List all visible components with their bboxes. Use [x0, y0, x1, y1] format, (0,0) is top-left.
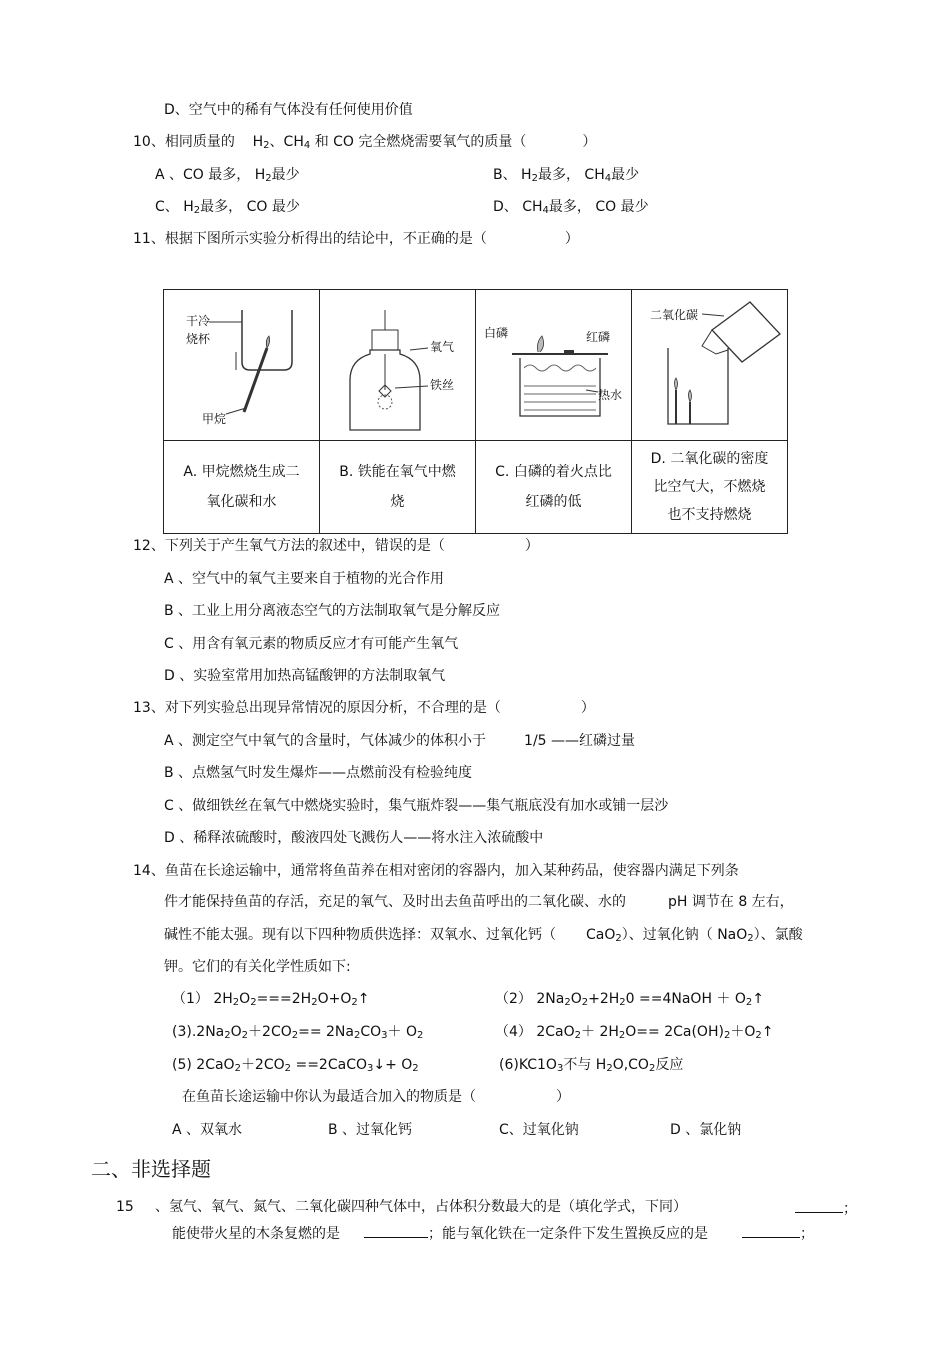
q13-paren-end: ） — [580, 700, 595, 716]
q15-semi-1: ； — [843, 1201, 857, 1217]
label-carbon-dioxide: 二氧化碳 — [650, 308, 699, 322]
reaction-1: （1） $2H_2O_2===2H_2O+O_2↑$ — [172, 991, 370, 1008]
figure-d-panel — [632, 290, 788, 441]
q11-stem — [133, 230, 579, 248]
label-red-phosphorus: 红磷 — [586, 330, 611, 344]
q15-blank-3[interactable] — [742, 1223, 800, 1238]
q14-option-a: A 、双氧水 — [172, 1122, 243, 1138]
q14-paren-end: ） — [556, 1089, 570, 1105]
label-iron-wire: 铁丝 — [430, 378, 455, 392]
q10-a-sub: 2 — [265, 173, 272, 184]
reaction-4: （4） $2CaO_2+ 2H_2O==$ $2Ca(OH)_2+O_2↑$ — [495, 1024, 774, 1041]
caption-d-line3: 也不支持燃烧 — [667, 507, 752, 523]
q10-d-end: 最多， CO 最少 — [548, 199, 649, 215]
label-dry-cold: 干冷 — [186, 314, 211, 328]
q14-ask-text: 在鱼苗长途运输中你认为最适合加入的物质是（ — [182, 1089, 476, 1105]
q12-stem — [133, 537, 539, 555]
q10-h2: H — [252, 134, 264, 150]
q14-line3-b: CaO — [586, 927, 616, 943]
q10-c-end: 最多， CO 最少 — [200, 199, 300, 215]
q15-line2 — [172, 1223, 814, 1243]
figure-c-panel — [476, 290, 632, 441]
q13-option-c: C 、做细铁丝在氧气中燃烧实验时，集气瓶炸裂——集气瓶底没有加水或铺一层沙 — [164, 798, 669, 814]
q9-option-d: D、空气中的稀有气体没有任何使用价值 — [164, 102, 413, 118]
q15-blank-1[interactable] — [795, 1198, 857, 1218]
reaction-6: $(6)KC1O_3$不与 $H_2O,CO_2$反应 — [499, 1057, 684, 1074]
q10-b-mid: 最多， CH — [537, 167, 605, 183]
figure-b-panel — [320, 290, 476, 441]
q14-line1: 14、鱼苗在长途运输中，通常将鱼苗养在相对密闭的容器内，加入某种药品，使容器内满足下列条 — [133, 863, 739, 879]
q14-line3-f: ）、氯酸 — [753, 927, 803, 943]
q11-paren-end: ） — [564, 231, 579, 247]
q14-line3 — [164, 926, 803, 948]
caption-a-line1: A. 甲烷燃烧生成二 — [183, 464, 300, 480]
q10-c-sub: 2 — [193, 205, 201, 216]
q12-option-d: D 、实验室常用加热高锰酸钾的方法制取氧气 — [164, 668, 446, 684]
q10-c-text: C、 H — [155, 199, 194, 215]
q12-paren-end: ） — [524, 538, 539, 554]
caption-a-line2: 氧化碳和水 — [206, 494, 277, 510]
q13-option-b: B 、点燃氢气时发生爆炸——点燃前没有检验纯度 — [164, 765, 473, 781]
reaction-2: （2） $2Na_2O_2+2H_20$ ==4NaOH ＋ $O_2↑$ — [495, 991, 765, 1008]
q11-figure-table — [163, 289, 788, 534]
q13-a-end: 1/5 ——红磷过量 — [524, 733, 636, 749]
q10-d-sub: 4 — [542, 205, 549, 216]
q14-line3-d: ）、过氧化钠（ NaO — [621, 927, 748, 943]
q10-option-a — [155, 166, 300, 188]
q15-line2-b: ；能与氧化铁在一定条件下发生置换反应的是 — [428, 1226, 708, 1242]
q12-stem-text: 12、下列关于产生氧气方法的叙述中，错误的是（ — [133, 538, 445, 554]
q15-line2-a: 能使带火星的木条复燃的是 — [172, 1226, 340, 1242]
q14-line2 — [164, 893, 794, 911]
q10-a-end: 最少 — [271, 167, 300, 183]
q10-option-c — [155, 198, 300, 220]
caption-d-line1: D. 二氧化碳的密度 — [650, 451, 769, 467]
caption-b-line1: B. 铁能在氧气中燃 — [339, 464, 456, 480]
q15-number: 15 — [116, 1199, 134, 1215]
q13-stem-text: 13、对下列实验总出现异常情况的原因分析，不合理的是（ — [133, 700, 501, 716]
q15-line1-text: 、氢气、氧气、氮气、二氧化碳四种气体中，占体积分数最大的是（填化学式，下同） — [155, 1199, 687, 1215]
q15-line1 — [155, 1198, 687, 1216]
q10-b-text: B、 H — [493, 167, 532, 183]
q10-b-sub: 2 — [531, 173, 538, 184]
q10-ch4-sub: 4 — [303, 140, 311, 151]
caption-d-line2: 比空气大，不燃烧 — [653, 479, 766, 495]
q15-blank-2[interactable] — [364, 1223, 428, 1238]
q10-a-text: A 、CO 最多， H — [155, 167, 266, 183]
q13-stem — [133, 699, 595, 717]
label-oxygen: 氧气 — [430, 340, 455, 354]
q10-sep1: 、CH — [269, 134, 304, 150]
q10-stem — [133, 133, 596, 155]
figure-b-drawing — [320, 290, 475, 436]
q13-option-d: D 、稀释浓硫酸时，酸液四处飞溅伤人——将水注入浓硫酸中 — [164, 830, 544, 846]
caption-c — [476, 441, 632, 534]
caption-a — [164, 441, 320, 534]
caption-b-line2: 烧 — [390, 494, 405, 510]
caption-c-line2: 红磷的低 — [525, 494, 582, 510]
caption-b — [320, 441, 476, 534]
q15-line2-c: ； — [800, 1226, 814, 1242]
q10-paren-end: ） — [582, 134, 597, 150]
figure-a-panel — [164, 290, 320, 441]
section-title: 二、非选择题 — [91, 1157, 211, 1181]
q14-option-c: C、过氧化钠 — [499, 1122, 579, 1138]
caption-d — [632, 441, 788, 534]
label-hot-water: 热水 — [598, 388, 623, 402]
q10-h2-sub: 2 — [263, 140, 270, 151]
q10-stem-prefix: 10、相同质量的 — [133, 134, 235, 150]
label-methane: 甲烷 — [202, 412, 227, 426]
q14-line4: 钾。它们的有关化学性质如下: — [164, 959, 351, 975]
q12-option-c: C 、用含有氧元素的物质反应才有可能产生氧气 — [164, 636, 459, 652]
q10-b-end: 最少 — [611, 167, 640, 183]
q12-option-b: B 、工业上用分离液态空气的方法制取氧气是分解反应 — [164, 603, 501, 619]
q10-option-b — [493, 166, 639, 188]
q14-ask — [182, 1088, 570, 1106]
label-beaker: 烧杯 — [186, 332, 211, 346]
q11-stem-text: 11、根据下图所示实验分析得出的结论中，不正确的是（ — [133, 231, 487, 247]
q14-option-d: D 、氯化钠 — [670, 1122, 742, 1138]
q14-line2-a: 件才能保持鱼苗的存活，充足的氧气、及时出去鱼苗呼出的二氧化碳、水的 — [164, 894, 626, 910]
q10-d-text: D、 CH — [493, 199, 543, 215]
q14-option-b: B 、过氧化钙 — [328, 1122, 413, 1138]
q13-option-a — [164, 732, 635, 750]
q14-line2-b: pH 调节在 8 左右， — [668, 894, 794, 910]
figure-c-drawing — [476, 290, 631, 436]
q14-line3-e: 2 — [747, 933, 754, 944]
q13-a-text: A 、测定空气中氧气的含量时，气体减少的体积小于 — [164, 733, 487, 749]
reaction-3: $(3).2Na_2O_2+2CO_2== 2Na_2CO_3+ O_2$ — [172, 1024, 424, 1041]
q14-line3-c: 2 — [615, 933, 622, 944]
q14-line3-a: 碱性不能太强。现有以下四种物质供选择：双氧水、过氧化钙（ — [164, 927, 556, 943]
label-white-phosphorus: 白磷 — [484, 326, 509, 340]
reaction-5: (5) $2CaO_2+2CO_2$ ==2CaCO$_3$↓+ $O_2$ — [172, 1057, 419, 1074]
caption-c-line1: C. 白磷的着火点比 — [495, 464, 612, 480]
q10-b-sub2: 4 — [604, 173, 612, 184]
q12-option-a: A 、空气中的氧气主要来自于植物的光合作用 — [164, 571, 445, 587]
q10-stem-rest: 和 CO 完全燃烧需要氧气的质量（ — [314, 134, 527, 150]
q10-option-d — [493, 198, 649, 220]
